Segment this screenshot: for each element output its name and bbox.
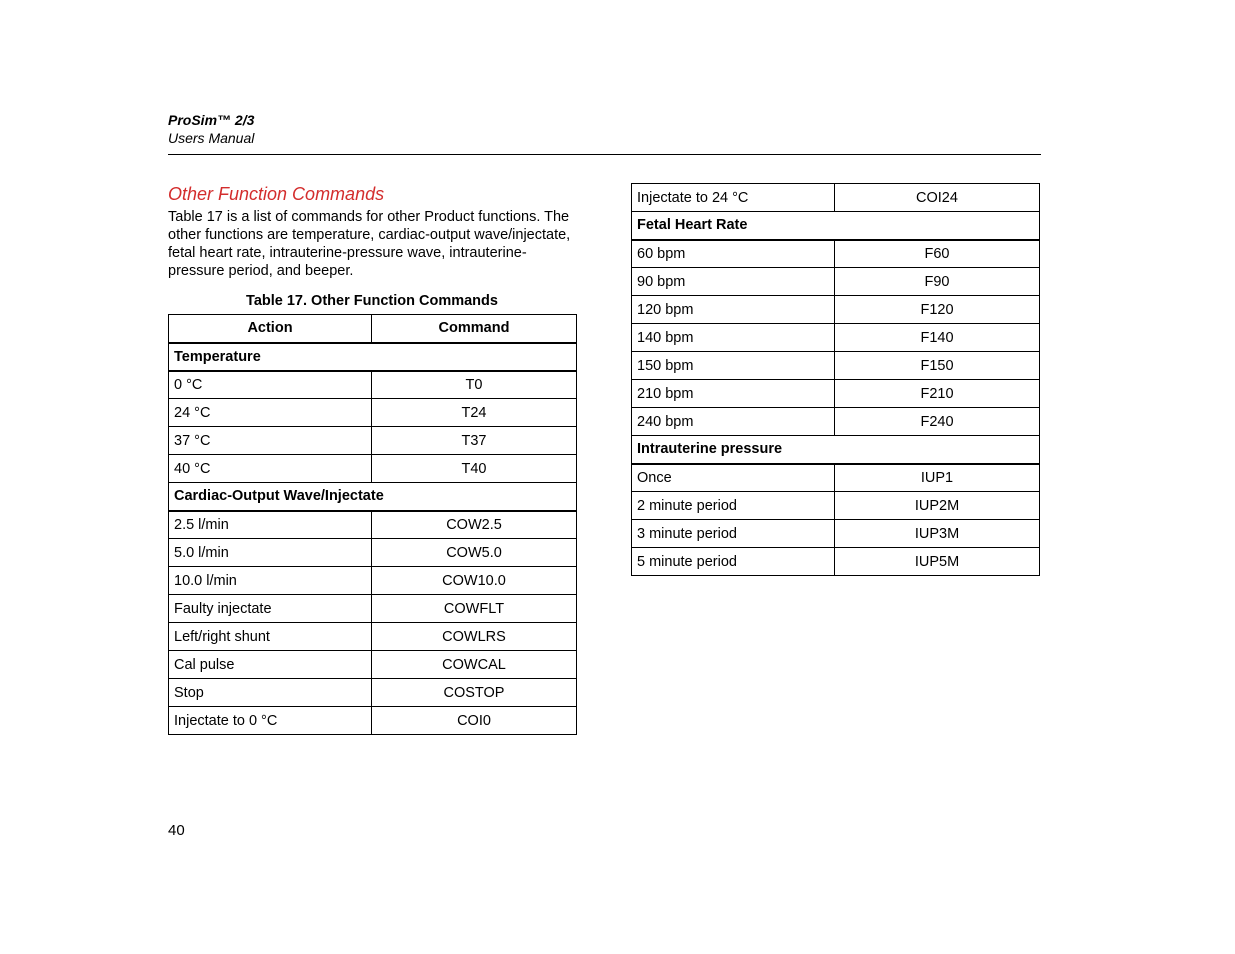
command-cell: COW2.5 [372, 511, 577, 539]
command-cell: IUP3M [835, 520, 1040, 548]
command-cell: F140 [835, 324, 1040, 352]
table-row [632, 520, 1040, 548]
action-cell: 240 bpm [632, 408, 835, 436]
table-row [169, 623, 577, 651]
command-cell: IUP5M [835, 548, 1040, 576]
table-row [632, 324, 1040, 352]
table-row [632, 408, 1040, 436]
command-cell: F120 [835, 296, 1040, 324]
manual-title: ProSim™ 2/3 [168, 112, 255, 128]
command-cell: F150 [835, 352, 1040, 380]
action-cell: Injectate to 24 °C [632, 184, 835, 212]
command-cell: F210 [835, 380, 1040, 408]
action-cell: 60 bpm [632, 240, 835, 268]
action-cell: 5.0 l/min [169, 539, 372, 567]
page-header [168, 111, 1041, 147]
command-cell: F240 [835, 408, 1040, 436]
table-row [169, 539, 577, 567]
action-cell: Cal pulse [169, 651, 372, 679]
action-cell: 5 minute period [632, 548, 835, 576]
command-cell: COSTOP [372, 679, 577, 707]
command-cell: COWCAL [372, 651, 577, 679]
column-header-action: Action [169, 315, 372, 343]
action-cell: 150 bpm [632, 352, 835, 380]
table-row [632, 464, 1040, 492]
table-row [169, 427, 577, 455]
action-cell: 140 bpm [632, 324, 835, 352]
table-row [632, 240, 1040, 268]
command-cell: T40 [372, 455, 577, 483]
manual-subtitle: Users Manual [168, 130, 255, 146]
action-cell: 3 minute period [632, 520, 835, 548]
command-cell: COW5.0 [372, 539, 577, 567]
section-heading: Temperature [169, 343, 577, 371]
section-title: Other Function Commands [168, 184, 385, 204]
action-cell: 40 °C [169, 455, 372, 483]
command-cell: COI24 [835, 184, 1040, 212]
action-cell: 2 minute period [632, 492, 835, 520]
action-cell: 210 bpm [632, 380, 835, 408]
action-cell: 37 °C [169, 427, 372, 455]
action-cell: 2.5 l/min [169, 511, 372, 539]
table-row [632, 548, 1040, 576]
commands-table-part-1 [168, 314, 577, 735]
command-cell: COWFLT [372, 595, 577, 623]
command-cell: COI0 [372, 707, 577, 735]
action-cell: Faulty injectate [169, 595, 372, 623]
header-divider [168, 154, 1041, 155]
table-row [632, 296, 1040, 324]
section-heading: Fetal Heart Rate [632, 212, 1040, 240]
section-row-temperature [169, 343, 577, 371]
commands-table-part-2 [631, 183, 1040, 576]
table-row [169, 651, 577, 679]
action-cell: 0 °C [169, 371, 372, 399]
table-header-row [169, 315, 577, 343]
command-cell: T0 [372, 371, 577, 399]
column-header-command: Command [372, 315, 577, 343]
table-row [632, 380, 1040, 408]
command-cell: T24 [372, 399, 577, 427]
command-cell: T37 [372, 427, 577, 455]
command-cell: COW10.0 [372, 567, 577, 595]
table-row [632, 352, 1040, 380]
section-row-fetal-heart-rate [632, 212, 1040, 240]
command-cell: COWLRS [372, 623, 577, 651]
table-caption: Table 17. Other Function Commands [246, 293, 498, 309]
action-cell: Stop [169, 679, 372, 707]
table-row [169, 511, 577, 539]
command-cell: IUP2M [835, 492, 1040, 520]
table-row [169, 371, 577, 399]
action-cell: 90 bpm [632, 268, 835, 296]
action-cell: Once [632, 464, 835, 492]
table-row [169, 455, 577, 483]
page-number: 40 [168, 822, 185, 839]
section-heading: Intrauterine pressure [632, 436, 1040, 464]
table-row [169, 567, 577, 595]
section-heading: Cardiac-Output Wave/Injectate [169, 483, 577, 511]
intro-paragraph: Table 17 is a list of commands for other Product functions. The other functions are temperature, cardiac-output wave/injectate, fetal heart rate, intrauterine-pressure wave, intrauterine-pressure period, and beeper. [168, 209, 571, 279]
table-row [169, 707, 577, 735]
action-cell: 120 bpm [632, 296, 835, 324]
table-row [169, 399, 577, 427]
table-row [632, 268, 1040, 296]
command-cell: F90 [835, 268, 1040, 296]
command-cell: IUP1 [835, 464, 1040, 492]
table-row [169, 595, 577, 623]
command-cell: F60 [835, 240, 1040, 268]
action-cell: 10.0 l/min [169, 567, 372, 595]
table-row [169, 679, 577, 707]
action-cell: Injectate to 0 °C [169, 707, 372, 735]
action-cell: Left/right shunt [169, 623, 372, 651]
table-row [632, 184, 1040, 212]
table-row [632, 492, 1040, 520]
section-row-intrauterine-pressure [632, 436, 1040, 464]
action-cell: 24 °C [169, 399, 372, 427]
section-row-cardiac-output [169, 483, 577, 511]
